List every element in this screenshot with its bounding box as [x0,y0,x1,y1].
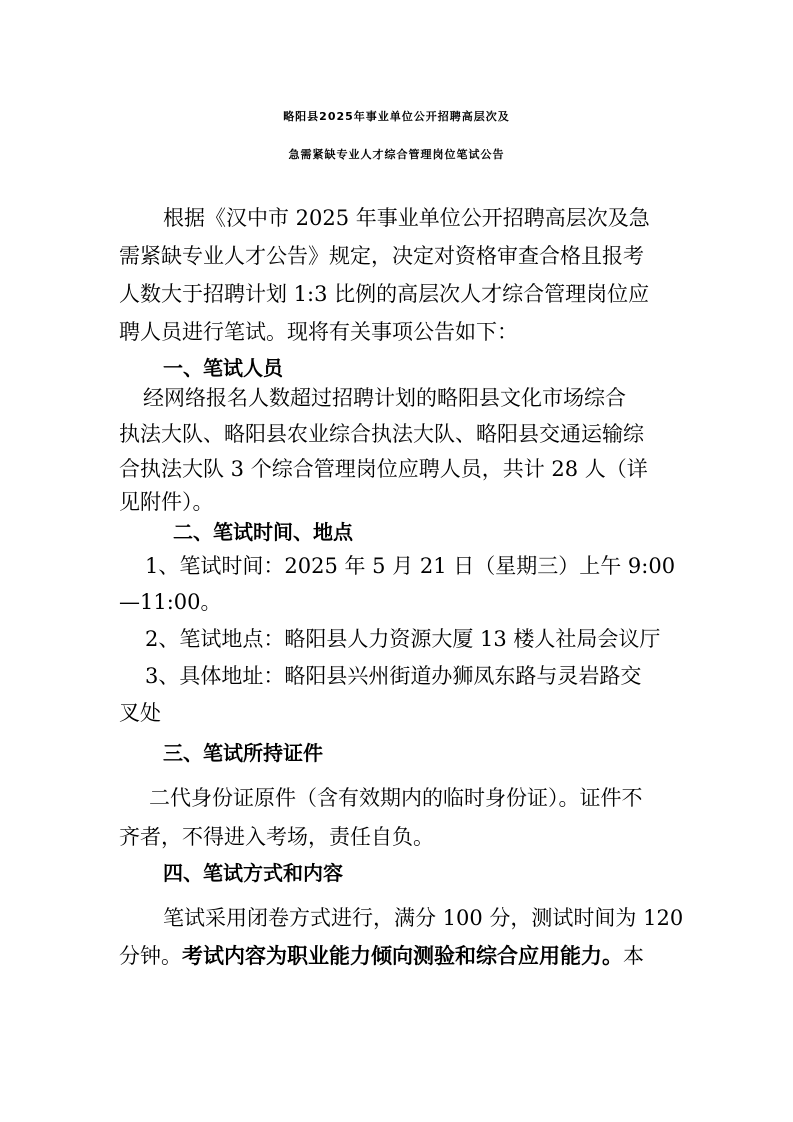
section-3-heading: 三、笔试所持证件 [163,741,323,765]
section-4-line-1: 笔试采用闭卷方式进行，满分 100 分，测试时间为 120 [163,906,684,930]
section-1-line-4: 见附件）。 [119,490,214,514]
section-4-heading: 四、笔试方式和内容 [163,861,343,885]
section-1-heading: 一、笔试人员 [163,356,283,380]
section-3-line-2: 齐者，不得进入考场，责任自负。 [119,825,434,849]
page-title-line-2: 急需紧缺专业人才综合管理岗位笔试公告 [288,148,505,161]
exam-time-line-1: 1、笔试时间：2025 年 5 月 21 日（星期三）上午 9:00 [145,554,676,578]
section-1-line-3: 合执法大队 3 个综合管理岗位应聘人员，共计 28 人（详 [119,457,648,481]
section-4-line-2-prefix: 分钟。 [119,944,182,968]
section-2-heading: 二、笔试时间、地点 [173,520,353,544]
intro-line-1: 根据《汉中市 2025 年事业单位公开招聘高层次及急 [163,206,650,230]
section-4-line-2-suffix: 本 [623,944,644,968]
intro-line-2: 需紧缺专业人才公告》规定，决定对资格审查合格且报考 [119,244,644,268]
intro-line-4: 聘人员进行笔试。现将有关事项公告如下： [119,320,518,344]
page-title-line-1: 略阳县2025年事业单位公开招聘高层次及 [283,110,510,123]
exam-address-line-2: 叉处 [119,701,161,725]
section-4-line-2 [119,941,644,971]
section-1-line-2: 执法大队、略阳县农业综合执法大队、略阳县交通运输综 [119,422,644,446]
section-1-line-1: 经网络报名人数超过招聘计划的略阳县文化市场综合 [143,386,626,410]
exam-time-line-2: —11:00。 [119,590,222,614]
intro-line-3: 人数大于招聘计划 1:3 比例的高层次人才综合管理岗位应 [119,282,650,306]
section-3-line-1: 二代身份证原件（含有效期内的临时身份证）。证件不 [149,786,643,810]
exam-place-line: 2、笔试地点：略阳县人力资源大厦 13 楼人社局会议厅 [145,627,661,651]
exam-address-line-1: 3、具体地址：略阳县兴州街道办狮凤东路与灵岩路交 [145,664,642,688]
exam-content-emphasis: 考试内容为职业能力倾向测验和综合应用能力。 [182,944,623,968]
